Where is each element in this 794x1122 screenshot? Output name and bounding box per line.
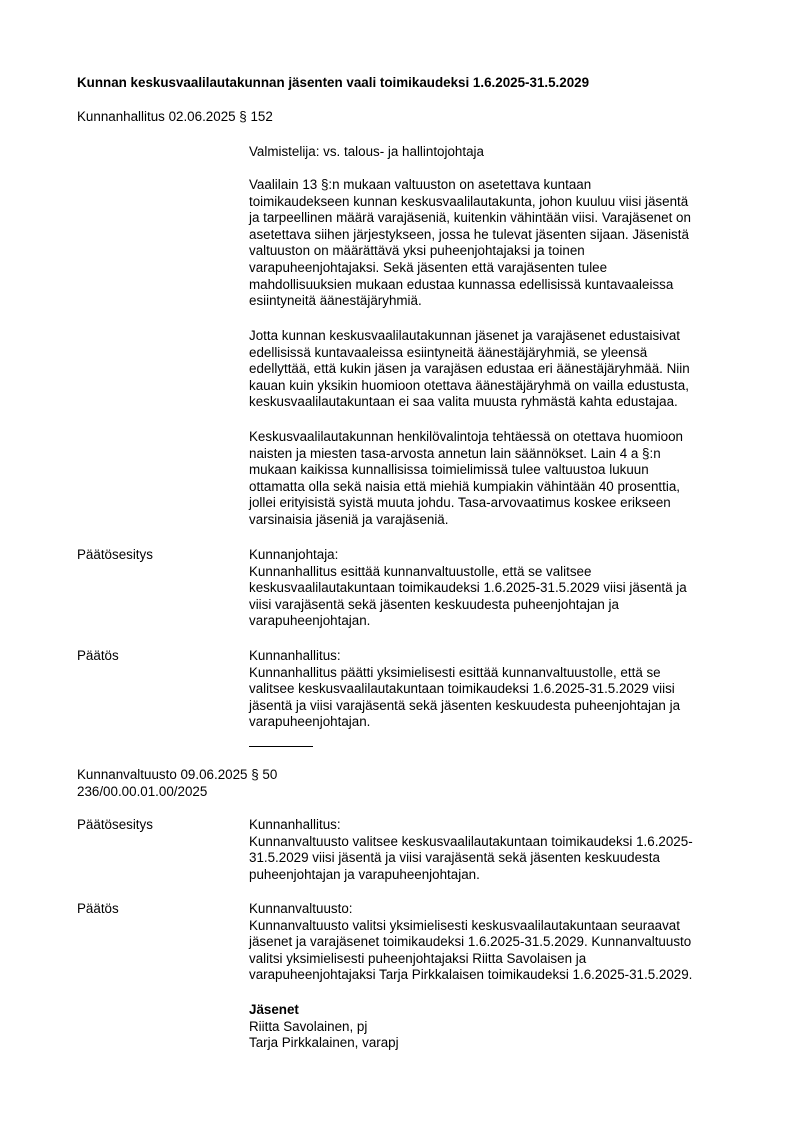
section-line: jäsenet ja varajäsenet toimikaudeksi 1.6.2025-31.5.2029. Kunnanvaltuusto <box>249 934 692 950</box>
section-council-decision-text <box>249 901 749 984</box>
paragraph-line: Jotta kunnan keskusvaalilautakunnan jäsenet ja varajäsenet edustaisivat <box>249 328 681 343</box>
paragraph-line: ottamatta olla sekä naisia että miehiä kumpiakin vähintään 40 prosenttia, <box>249 478 680 494</box>
paragraph-line: esiintyneitä äänestäjäryhmiä. <box>249 293 422 309</box>
section-line: Kunnanhallitus päätti yksimielisesti esittää kunnanvaltuustolle, että se <box>249 664 661 680</box>
section-line: 31.5.2029 viisi jäsentä ja viisi varajäsentä sekä jäsenten keskuudesta <box>249 850 660 866</box>
section-decision-text <box>249 648 749 731</box>
paragraph-line: varsinaisia jäseniä ja varajäseniä. <box>249 511 449 527</box>
paragraph-equality <box>249 429 749 529</box>
document-title: Kunnan keskusvaalilautakunnan jäsenten vaali toimikaudeksi 1.6.2025-31.5.2029 <box>77 75 590 90</box>
member-item: Tarja Pirkkalainen, varapj <box>249 1035 399 1051</box>
paragraph-line: kauan kuin yksikin huomioon otettava äänestäjäryhmä on vailla edustusta, <box>249 377 689 393</box>
section-line: varapuheenjohtajan. <box>249 714 371 730</box>
section-divider <box>249 746 313 747</box>
section-line: varapuheenjohtajaksi Tarja Pirkkalaisen toimikaudeksi 1.6.2025-31.5.2029. <box>249 967 693 983</box>
board-meeting-reference: Kunnanhallitus 02.06.2025 § 152 <box>77 109 273 124</box>
section-line: jäsentä ja viisi varajäsentä sekä jäsenten keskuudesta puheenjohtajan ja <box>249 697 681 713</box>
section-line: valitsee keskusvaalilautakuntaan toimikaudeksi 1.6.2025-31.5.2029 viisi <box>249 681 675 697</box>
paragraph-line: Vaalilain 13 §:n mukaan valtuuston on asetettava kuntaan <box>249 177 592 192</box>
section-line: valitsi yksimielisesti puheenjohtajaksi Riitta Savolaisen ja <box>249 950 587 966</box>
section-line: Kunnanhallitus: <box>249 817 341 832</box>
paragraph-voter-groups <box>249 328 749 411</box>
paragraph-line: edellisissä kuntavaaleissa esiintyneitä äänestäjäryhmiä, se yleensä <box>249 344 648 360</box>
paragraph-line: mukaan kaikissa kunnallisissa toimielimissä tulee valtuustoa lukuun <box>249 462 649 478</box>
section-label-proposal: Päätösesitys <box>77 817 153 832</box>
section-proposal-text <box>249 547 749 630</box>
paragraph-line: valtuuston on määrättävä yksi puheenjohtajaksi ja toinen <box>249 243 585 259</box>
paragraph-line: edellyttää, että kukin jäsen ja varajäsen edustaa eri äänestäjäryhmää. Niin <box>249 361 690 377</box>
paragraph-line: jollei erityisistä syistä muuta johdu. Tasa-arvovaatimus koskee erikseen <box>249 495 671 511</box>
paragraph-line: keskusvaalilautakuntaan ei saa valita muusta ryhmästä kahta edustajaa. <box>249 394 678 410</box>
section-line: Kunnanhallitus: <box>249 648 341 663</box>
section-label-decision: Päätös <box>77 901 119 916</box>
record-number: 236/00.00.01.00/2025 <box>77 783 208 799</box>
section-council-proposal-text <box>249 817 749 883</box>
members-heading: Jäsenet <box>249 1002 299 1017</box>
section-line: varapuheenjohtajan. <box>249 613 371 629</box>
paragraph-line: ja tarpeellinen määrä varajäseniä, kuitenkin vähintään viisi. Varajäsenet on <box>249 210 691 226</box>
members-list <box>249 1002 749 1052</box>
council-meeting-line: Kunnanvaltuusto 09.06.2025 § 50 <box>77 767 278 782</box>
section-line: keskusvaalilautakuntaan toimikaudeksi 1.6.2025-31.5.2029 viisi jäsentä ja <box>249 580 687 596</box>
paragraph-line: Keskusvaalilautakunnan henkilövalintoja tehtäessä on otettava huomioon <box>249 429 684 444</box>
paragraph-line: asetettava siihen järjestykseen, jossa he tulevat jäsenten sijaan. Jäsenistä <box>249 226 689 242</box>
section-line: Kunnanhallitus esittää kunnanvaltuustolle, että se valitsee <box>249 563 592 579</box>
section-line: Kunnanvaltuusto valitsee keskusvaalilautakuntaan toimikaudeksi 1.6.2025- <box>249 833 693 849</box>
paragraph-line: varapuheenjohtajaksi. Sekä jäsenten että varajäsenten tulee <box>249 259 608 275</box>
preparer-line: Valmistelija: vs. talous- ja hallintojohtaja <box>249 144 484 159</box>
section-line: Kunnanjohtaja: <box>249 547 339 562</box>
paragraph-line: naisten ja miesten tasa-arvosta annetun lain säännökset. Lain 4 a §:n <box>249 445 661 461</box>
member-item: Riitta Savolainen, pj <box>249 1018 368 1034</box>
section-line: puheenjohtajan ja varapuheenjohtajan. <box>249 866 480 882</box>
paragraph-election-law <box>249 177 749 310</box>
section-label-decision: Päätös <box>77 648 119 663</box>
section-label-proposal: Päätösesitys <box>77 547 153 562</box>
paragraph-line: mahdollisuuksien mukaan edustaa kunnassa edellisissä kuntavaaleissa <box>249 276 674 292</box>
section-line: Kunnanvaltuusto valitsi yksimielisesti keskusvaalilautakuntaan seuraavat <box>249 917 680 933</box>
section-line: Kunnanvaltuusto: <box>249 901 353 916</box>
council-meeting-reference <box>77 767 277 800</box>
paragraph-line: toimikaudekseen kunnan keskusvaalilautakunta, johon kuuluu viisi jäsentä <box>249 193 689 209</box>
section-line: viisi varajäsentä sekä jäsenten keskuudesta puheenjohtajan ja <box>249 596 619 612</box>
